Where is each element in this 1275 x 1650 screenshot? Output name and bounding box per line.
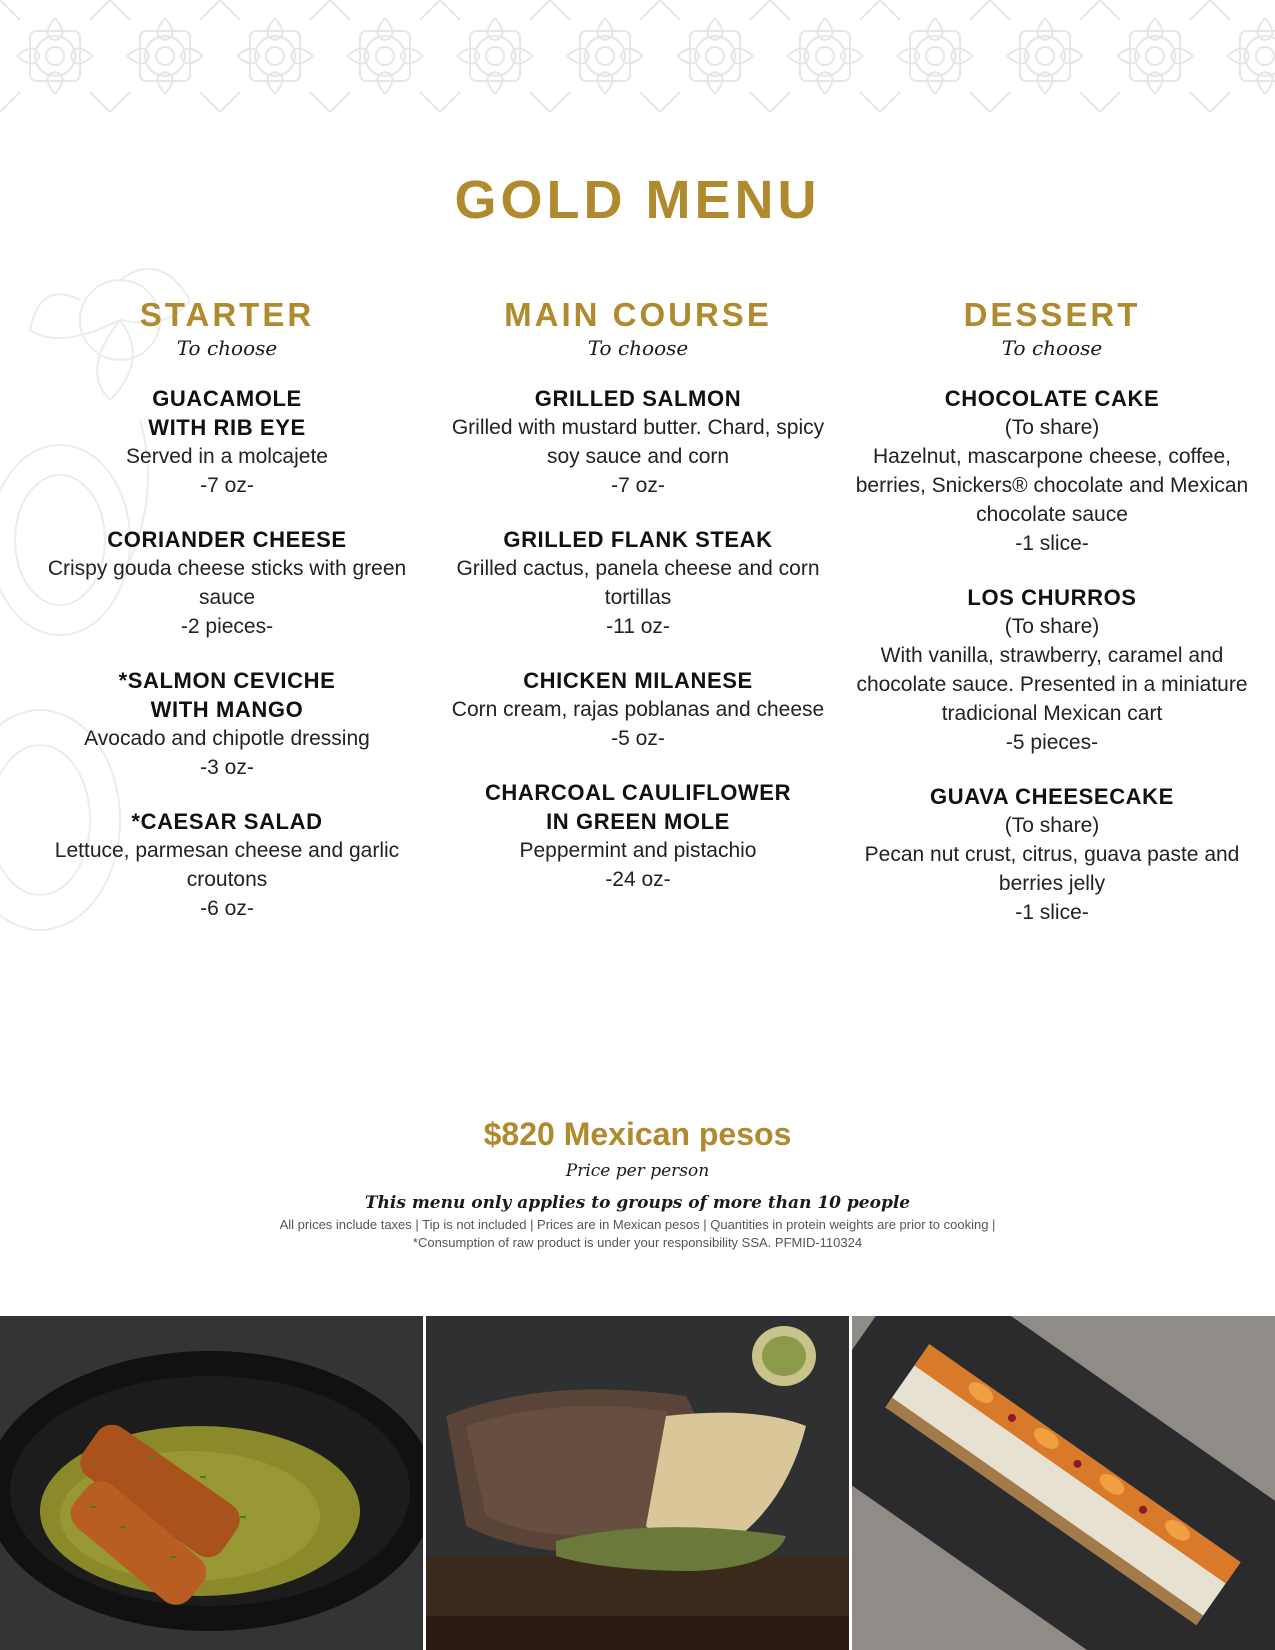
menu-item	[27, 807, 427, 923]
fine-print-line-2: *Consumption of raw product is under your responsibility SSA. PFMID-110324	[412, 1235, 863, 1250]
menu-item-name: GRILLED FLANK STEAK	[503, 527, 773, 552]
column-heading: STARTER	[139, 296, 315, 333]
decorative-pattern-band	[0, 0, 1275, 112]
menu-item-name: LOS CHURROS	[967, 585, 1137, 610]
menu-item	[27, 525, 427, 641]
column-subtitle: To choose	[1001, 336, 1103, 360]
guava-cheesecake-photo	[852, 1316, 1275, 1650]
menu-item	[852, 384, 1252, 558]
menu-item-name: GUAVA CHEESECAKE	[930, 784, 1174, 809]
menu-item-name: CHOCOLATE CAKE	[944, 386, 1160, 411]
menu-title: GOLD MENU	[454, 170, 821, 230]
menu-item-share-note: (To share)	[1004, 416, 1100, 439]
menu-item-description: With vanilla, strawberry, caramel and chocolate sauce. Presented in a miniature tradicional Mexican cart	[856, 644, 1248, 725]
menu-item-description: Crispy gouda cheese sticks with green sauce	[47, 557, 407, 609]
menu-item-quantity: -11 oz-	[606, 615, 670, 638]
menu-item-quantity: -1 slice-	[1015, 532, 1089, 555]
menu-item	[438, 778, 838, 894]
coriander-cheese-photo	[0, 1316, 423, 1650]
menu-item-description: Lettuce, parmesan cheese and garlic croutons	[54, 839, 400, 891]
group-requirement: This menu only applies to groups of more than 10 people	[364, 1193, 911, 1213]
menu-item-quantity: -3 oz-	[200, 756, 254, 779]
menu-item-quantity: -1 slice-	[1015, 901, 1089, 924]
column-subtitle: To choose	[176, 336, 278, 360]
dessert-column	[852, 296, 1252, 952]
menu-item-quantity: -24 oz-	[605, 868, 671, 891]
menu-item-name: CHARCOAL CAULIFLOWER IN GREEN MOLE	[484, 780, 792, 834]
price-block	[0, 1112, 1275, 1252]
menu-item-description: Pecan nut crust, citrus, guava paste and berries jelly	[864, 843, 1240, 895]
menu-item-name: GRILLED SALMON	[534, 386, 742, 411]
menu-item-name: CORIANDER CHEESE	[107, 527, 347, 552]
menu-item-description: Avocado and chipotle dressing	[84, 727, 370, 750]
menu-item	[852, 782, 1252, 927]
price-amount: $820 Mexican pesos	[483, 1116, 792, 1152]
fine-print-line-1: All prices include taxes | Tip is not included | Prices are in Mexican pesos | Quantities in protein weights are prior to cooking |	[279, 1217, 996, 1232]
main-course-column	[438, 296, 838, 919]
menu-item-quantity: -5 pieces-	[1005, 731, 1099, 754]
flank-steak-photo	[426, 1316, 849, 1650]
menu-item-share-note: (To share)	[1004, 615, 1100, 638]
starter-column	[27, 296, 427, 948]
menu-item	[27, 666, 427, 782]
menu-item-quantity: -7 oz-	[611, 474, 665, 497]
menu-item-share-note: (To share)	[1004, 814, 1100, 837]
menu-item	[438, 666, 838, 753]
menu-item-description: Hazelnut, mascarpone cheese, coffee, berries, Snickers® chocolate and Mexican chocolate sauce	[855, 445, 1249, 526]
menu-item-name: CHICKEN MILANESE	[523, 668, 753, 693]
menu-item-quantity: -2 pieces-	[180, 615, 274, 638]
column-subtitle: To choose	[587, 336, 689, 360]
menu-item	[852, 583, 1252, 757]
menu-item-name: *SALMON CEVICHE WITH MANGO	[118, 668, 336, 722]
column-heading: DESSERT	[963, 296, 1141, 333]
menu-item-description: Grilled with mustard butter. Chard, spicy soy sauce and corn	[451, 416, 825, 468]
menu-item-name: *CAESAR SALAD	[131, 809, 323, 834]
menu-item-description: Corn cream, rajas poblanas and cheese	[451, 698, 825, 721]
menu-item-quantity: -6 oz-	[200, 897, 254, 920]
menu-item-description: Grilled cactus, panela cheese and corn tortillas	[456, 557, 820, 609]
column-heading: MAIN COURSE	[504, 296, 772, 333]
menu-item	[438, 525, 838, 641]
photo-strip	[0, 1316, 1275, 1650]
menu-item	[27, 384, 427, 500]
price-note: Price per person	[565, 1161, 710, 1181]
menu-item-name: GUACAMOLE WITH RIB EYE	[148, 386, 306, 440]
menu-item-quantity: -7 oz-	[200, 474, 254, 497]
menu-item	[438, 384, 838, 500]
menu-item-quantity: -5 oz-	[611, 727, 665, 750]
menu-item-description: Peppermint and pistachio	[519, 839, 757, 862]
menu-item-description: Served in a molcajete	[126, 445, 328, 468]
